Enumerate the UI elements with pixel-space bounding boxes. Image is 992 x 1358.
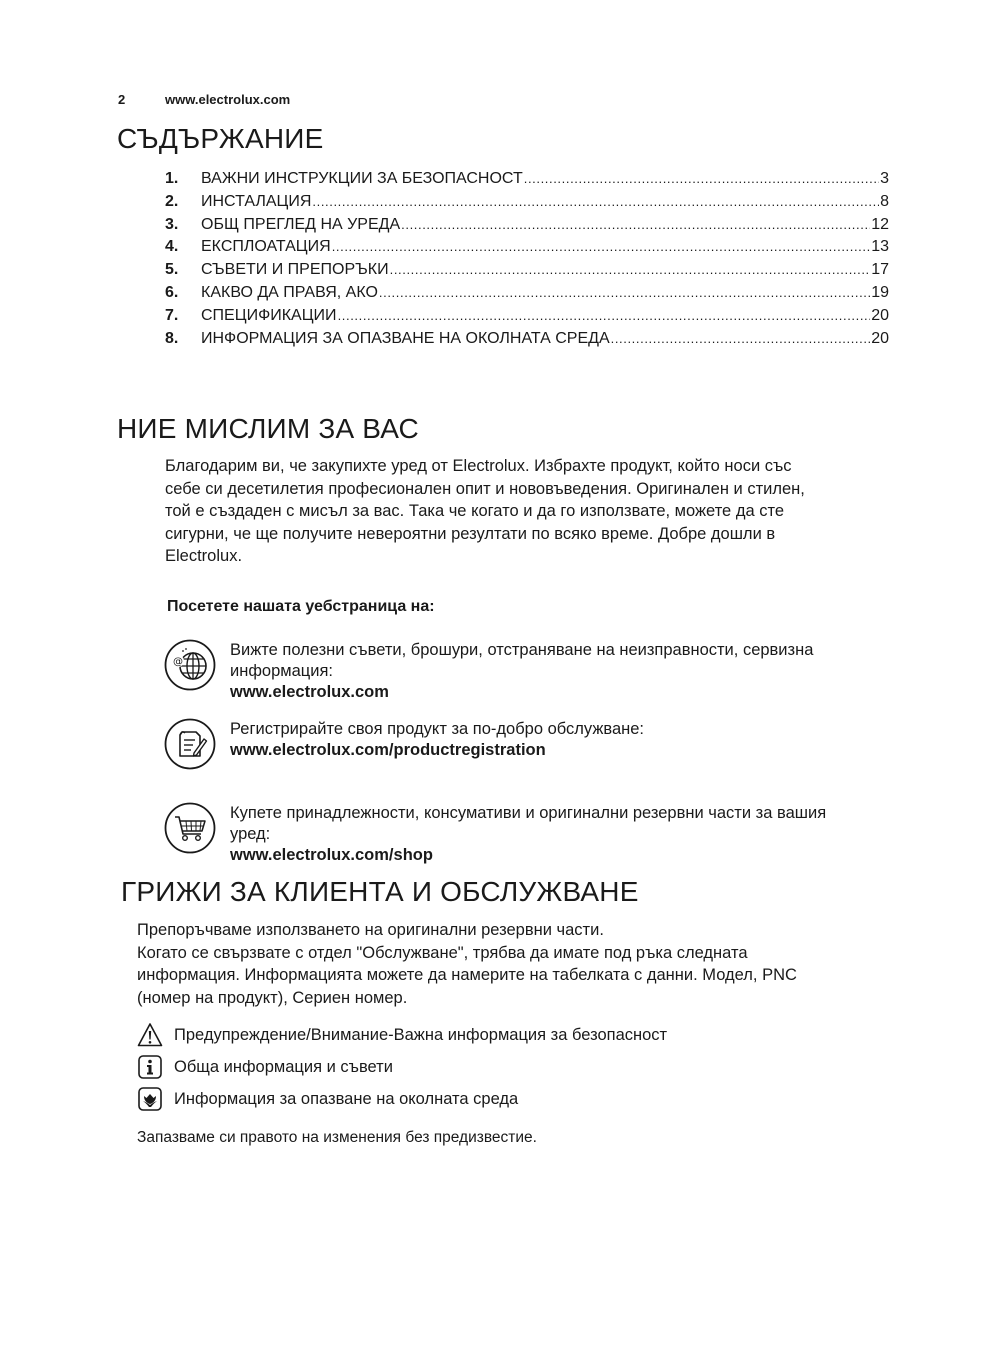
toc-item-title: ИНФОРМАЦИЯ ЗА ОПАЗВАНЕ НА ОКОЛНАТА СРЕДА [201, 329, 610, 347]
website-description-line: информация: [230, 661, 333, 680]
care-line: Когато се свързвате с отдел "Обслужване", трябва да имате под ръка следната [137, 943, 748, 962]
toc-title: СЪДЪРЖАНИЕ [117, 123, 324, 154]
toc-item-page: 3 [880, 170, 889, 187]
registration-notepad-icon [164, 718, 216, 770]
legend-text: Предупреждение/Внимание-Важна информация за безопасност [174, 1025, 668, 1044]
legend-text: Информация за опазване на околната среда [174, 1089, 519, 1108]
toc-item-page: 12 [871, 215, 889, 233]
legend-item [137, 1086, 518, 1112]
toc-item-number: 5. [165, 261, 179, 279]
toc-item[interactable] [165, 193, 889, 216]
toc-item-page: 19 [871, 283, 889, 301]
dot-leader [524, 171, 879, 186]
dot-leader [312, 194, 879, 209]
intro-line: той е създаден с мисъл за вас. Така че когато и да го използвате, можете да сте [165, 502, 785, 521]
environment-icon [137, 1086, 163, 1112]
disclaimer-note: Запазваме си правото на изменения без предизвестие. [137, 1129, 537, 1146]
section-title-customer-care: ГРИЖИ ЗА КЛИЕНТА И ОБСЛУЖВАНЕ [121, 876, 639, 907]
care-line: информация. Информацията можете да намерите на табелката с данни. Модел, PNC [137, 966, 797, 985]
toc-item-title: СЪВЕТИ И ПРЕПОРЪКИ [201, 261, 389, 279]
visit-website-label: Посетете нашата уебстраница на: [167, 598, 435, 615]
website-description-line: уред: [230, 824, 271, 843]
toc-item-number: 7. [165, 306, 179, 324]
table-of-contents [165, 170, 889, 352]
toc-item-number: 4. [165, 238, 179, 256]
toc-item-page: 20 [871, 329, 889, 347]
intro-line: Благодарим ви, че закупихте уред от Electrolux. Избрахте продукт, който носи със [165, 457, 792, 475]
legend-item [137, 1054, 393, 1080]
toc-item-title: КАКВО ДА ПРАВЯ, АКО [201, 283, 378, 301]
care-line: Препоръчваме използването на оригинални резервни части. [137, 921, 604, 939]
toc-item-number: 8. [165, 329, 179, 347]
intro-line: Electrolux. [165, 547, 243, 566]
toc-item[interactable] [165, 238, 889, 261]
website-link[interactable]: www.electrolux.com [230, 682, 389, 701]
toc-item[interactable] [165, 284, 889, 307]
toc-item-number: 1. [165, 170, 179, 187]
dot-leader [338, 308, 871, 323]
toc-item[interactable] [165, 216, 889, 239]
intro-line: себе си десетилетия професионален опит и нововъведения. Оригинален и стилен, [165, 479, 805, 498]
website-link[interactable]: www.electrolux.com/shop [230, 845, 433, 864]
toc-item-title: ВАЖНИ ИНСТРУКЦИИ ЗА БЕЗОПАСНОСТ [201, 170, 523, 187]
website-entry [164, 639, 910, 702]
dot-leader [611, 331, 871, 346]
section-title-thinking: НИЕ МИСЛИМ ЗА ВАС [117, 413, 419, 444]
toc-item-title: ЕКСПЛОАТАЦИЯ [201, 238, 331, 256]
globe-at-icon [164, 639, 216, 691]
info-icon [137, 1054, 163, 1080]
toc-item-page: 20 [871, 306, 889, 324]
toc-item[interactable] [165, 307, 889, 330]
toc-item-number: 3. [165, 215, 179, 233]
care-line: (номер на продукт), Сериен номер. [137, 988, 408, 1007]
toc-item[interactable] [165, 330, 889, 353]
website-description-line: Купете принадлежности, консумативи и оригинални резервни части за вашия [230, 804, 827, 822]
legend-item [137, 1022, 667, 1048]
website-description-line: Вижте полезни съвети, брошури, отстраняване на неизправности, сервизна [230, 641, 814, 659]
dot-leader [401, 217, 870, 232]
toc-item-number: 2. [165, 192, 179, 210]
website-link[interactable]: www.electrolux.com/productregistration [230, 740, 546, 759]
toc-item-title: ОБЩ ПРЕГЛЕД НА УРЕДА [201, 215, 401, 233]
website-entry [164, 802, 910, 865]
toc-item[interactable] [165, 261, 889, 284]
dot-leader [379, 285, 870, 300]
header-url: www.electrolux.com [165, 92, 291, 107]
website-description [230, 803, 910, 865]
website-description-line: Регистрирайте своя продукт за по-добро обслужване: [230, 720, 645, 738]
customer-care-paragraph [137, 919, 897, 1009]
website-description [230, 640, 910, 702]
toc-item-page: 13 [871, 238, 889, 256]
shopping-cart-icon [164, 802, 216, 854]
website-description [230, 719, 910, 770]
dot-leader [332, 239, 871, 254]
toc-item[interactable] [165, 170, 889, 193]
toc-item-number: 6. [165, 283, 179, 301]
intro-paragraph [165, 455, 905, 568]
toc-item-title: ИНСТАЛАЦИЯ [201, 192, 312, 210]
toc-item-page: 8 [880, 192, 889, 210]
intro-line: сигурни, че ще получите невероятни резултати по всяко време. Добре дошли в [165, 524, 776, 543]
svg-text:@: @ [173, 656, 183, 668]
warning-icon [137, 1022, 163, 1048]
website-entry [164, 718, 910, 770]
page-number: 2 [118, 92, 126, 107]
dot-leader [390, 262, 871, 277]
toc-item-page: 17 [871, 261, 889, 279]
toc-item-title: СПЕЦИФИКАЦИИ [201, 306, 337, 324]
legend-text: Обща информация и съвети [174, 1057, 393, 1076]
